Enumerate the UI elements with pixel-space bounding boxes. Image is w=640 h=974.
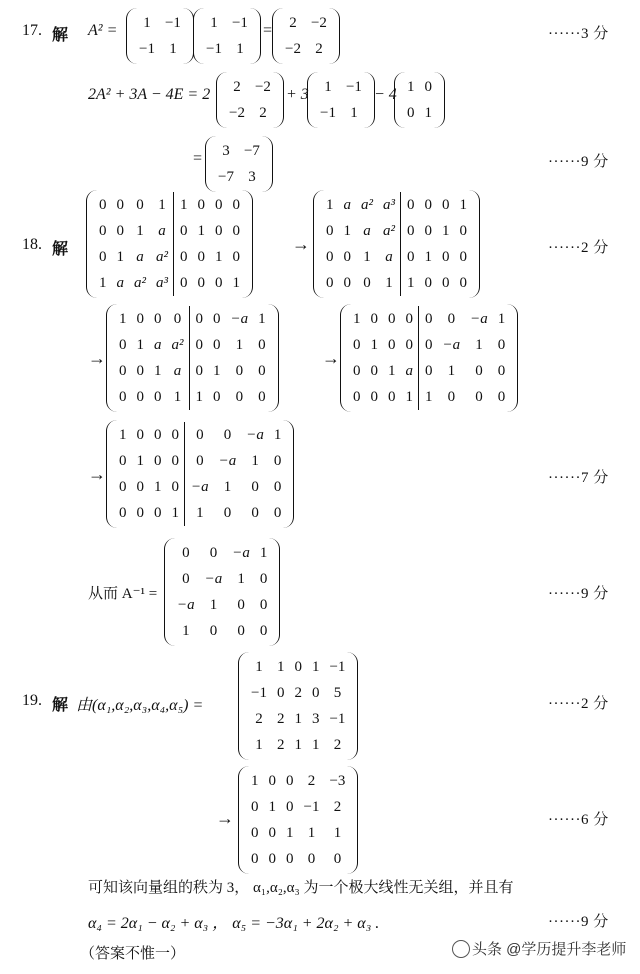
p17-equals-1: = — [262, 22, 273, 39]
p18-score-2: ······7 分 — [548, 470, 609, 486]
p17-line2-lhs: 2A² + 3A − 4E = 2 — [88, 86, 211, 103]
p18-arrow-4: → — [88, 464, 106, 484]
watermark-logo-icon — [452, 940, 470, 958]
p17-matrix-a-first: 1 −1 −1 1 — [126, 8, 194, 64]
p18-score-1: ······2 分 — [548, 240, 609, 256]
p17-plus3: + 3 — [286, 86, 309, 103]
p17-equals-2: = — [192, 150, 203, 167]
p18-augmented-matrix-4: 1 0 0 0 0 0 −a 1 0 1 0 0 0 −a 1 0 0 0 1 a 0 1 0 0 0 0 0 1 1 0 0 0 — [340, 304, 518, 412]
problem-17-number: 17. — [22, 22, 42, 39]
p17-line1-lhs: A² = — [88, 22, 118, 39]
problem-18-jie: 解 — [52, 241, 69, 258]
p18-arrow-3: → — [322, 348, 340, 368]
p17-matrix-a2-line2: 2 −2 −2 2 — [216, 72, 284, 128]
p19-score-3: ······9 分 — [548, 914, 609, 930]
p18-inverse-matrix: 0 0 −a 1 0 −a 1 0 −a 1 0 0 1 0 0 0 — [164, 538, 280, 646]
p18-inverse-label: 从而 A⁻¹ = — [88, 586, 158, 602]
p19-note: （答案不惟一） — [80, 946, 186, 962]
p19-conclusion: 可知该向量组的秩为 3， α₁,α₂,α₃ 为一个极大线性无关组，并且有 — [88, 880, 514, 896]
p18-augmented-matrix-1: 0 0 0 1 1 0 0 0 0 0 1 a 0 1 0 0 0 1 a a² 0 0 1 0 1 a a² a³ 0 0 0 1 — [86, 190, 253, 298]
p18-arrow-2: → — [88, 348, 106, 368]
problem-19-number: 19. — [22, 692, 42, 709]
p18-augmented-matrix-2: 1 a a² a³ 0 0 0 1 0 1 a a² 0 0 1 0 0 0 1 a 0 1 0 0 0 0 0 1 1 0 0 0 — [313, 190, 480, 298]
p19-score-1: ······2 分 — [548, 696, 609, 712]
p17-matrix-a-second: 1 −1 −1 1 — [193, 8, 261, 64]
p17-score-2: ······9 分 — [548, 154, 609, 170]
p17-matrix-a-squared: 2 −2 −2 2 — [272, 8, 340, 64]
watermark: 头条 @学历提升李老师 — [472, 941, 627, 958]
p17-matrix-identity: 1 0 0 1 — [394, 72, 445, 128]
p17-matrix-a-line2: 1 −1 −1 1 — [307, 72, 375, 128]
p19-score-2: ······6 分 — [548, 812, 609, 828]
p19-matrix-1: 1 1 0 1 −1 −1 0 2 0 5 2 2 1 3 −1 1 2 1 1 2 — [238, 652, 358, 760]
p19-vector-group-lhs: 由(α₁,α₂,α₃,α₄,α₅) = — [76, 697, 204, 714]
p19-relations: α₄ = 2α₁ − α₂ + α₃ ， α₅ = −3α₁ + 2α₂ + α₃ . — [88, 915, 380, 932]
p18-score-3: ······9 分 — [548, 586, 609, 602]
p17-matrix-result: 3 −7 −7 3 — [205, 136, 273, 192]
problem-17-jie: 解 — [52, 27, 69, 44]
p18-augmented-matrix-3: 1 0 0 0 0 0 −a 1 0 1 a a² 0 0 1 0 0 0 1 a 0 1 0 0 0 0 0 1 1 0 0 0 — [106, 304, 279, 412]
p19-arrow: → — [216, 808, 234, 828]
p18-augmented-matrix-5: 1 0 0 0 0 0 −a 1 0 1 0 0 0 −a 1 0 0 0 1 0 −a 1 0 0 0 0 0 1 1 0 0 0 — [106, 420, 294, 528]
p17-minus4: − 4 — [374, 86, 397, 103]
p19-matrix-2: 1 0 0 2 −3 0 1 0 −1 2 0 0 1 1 1 0 0 0 0 0 — [238, 766, 358, 874]
p17-score-1: ······3 分 — [548, 26, 609, 42]
problem-19-jie: 解 — [52, 697, 69, 714]
p18-arrow-1: → — [292, 234, 310, 254]
problem-18-number: 18. — [22, 236, 42, 253]
